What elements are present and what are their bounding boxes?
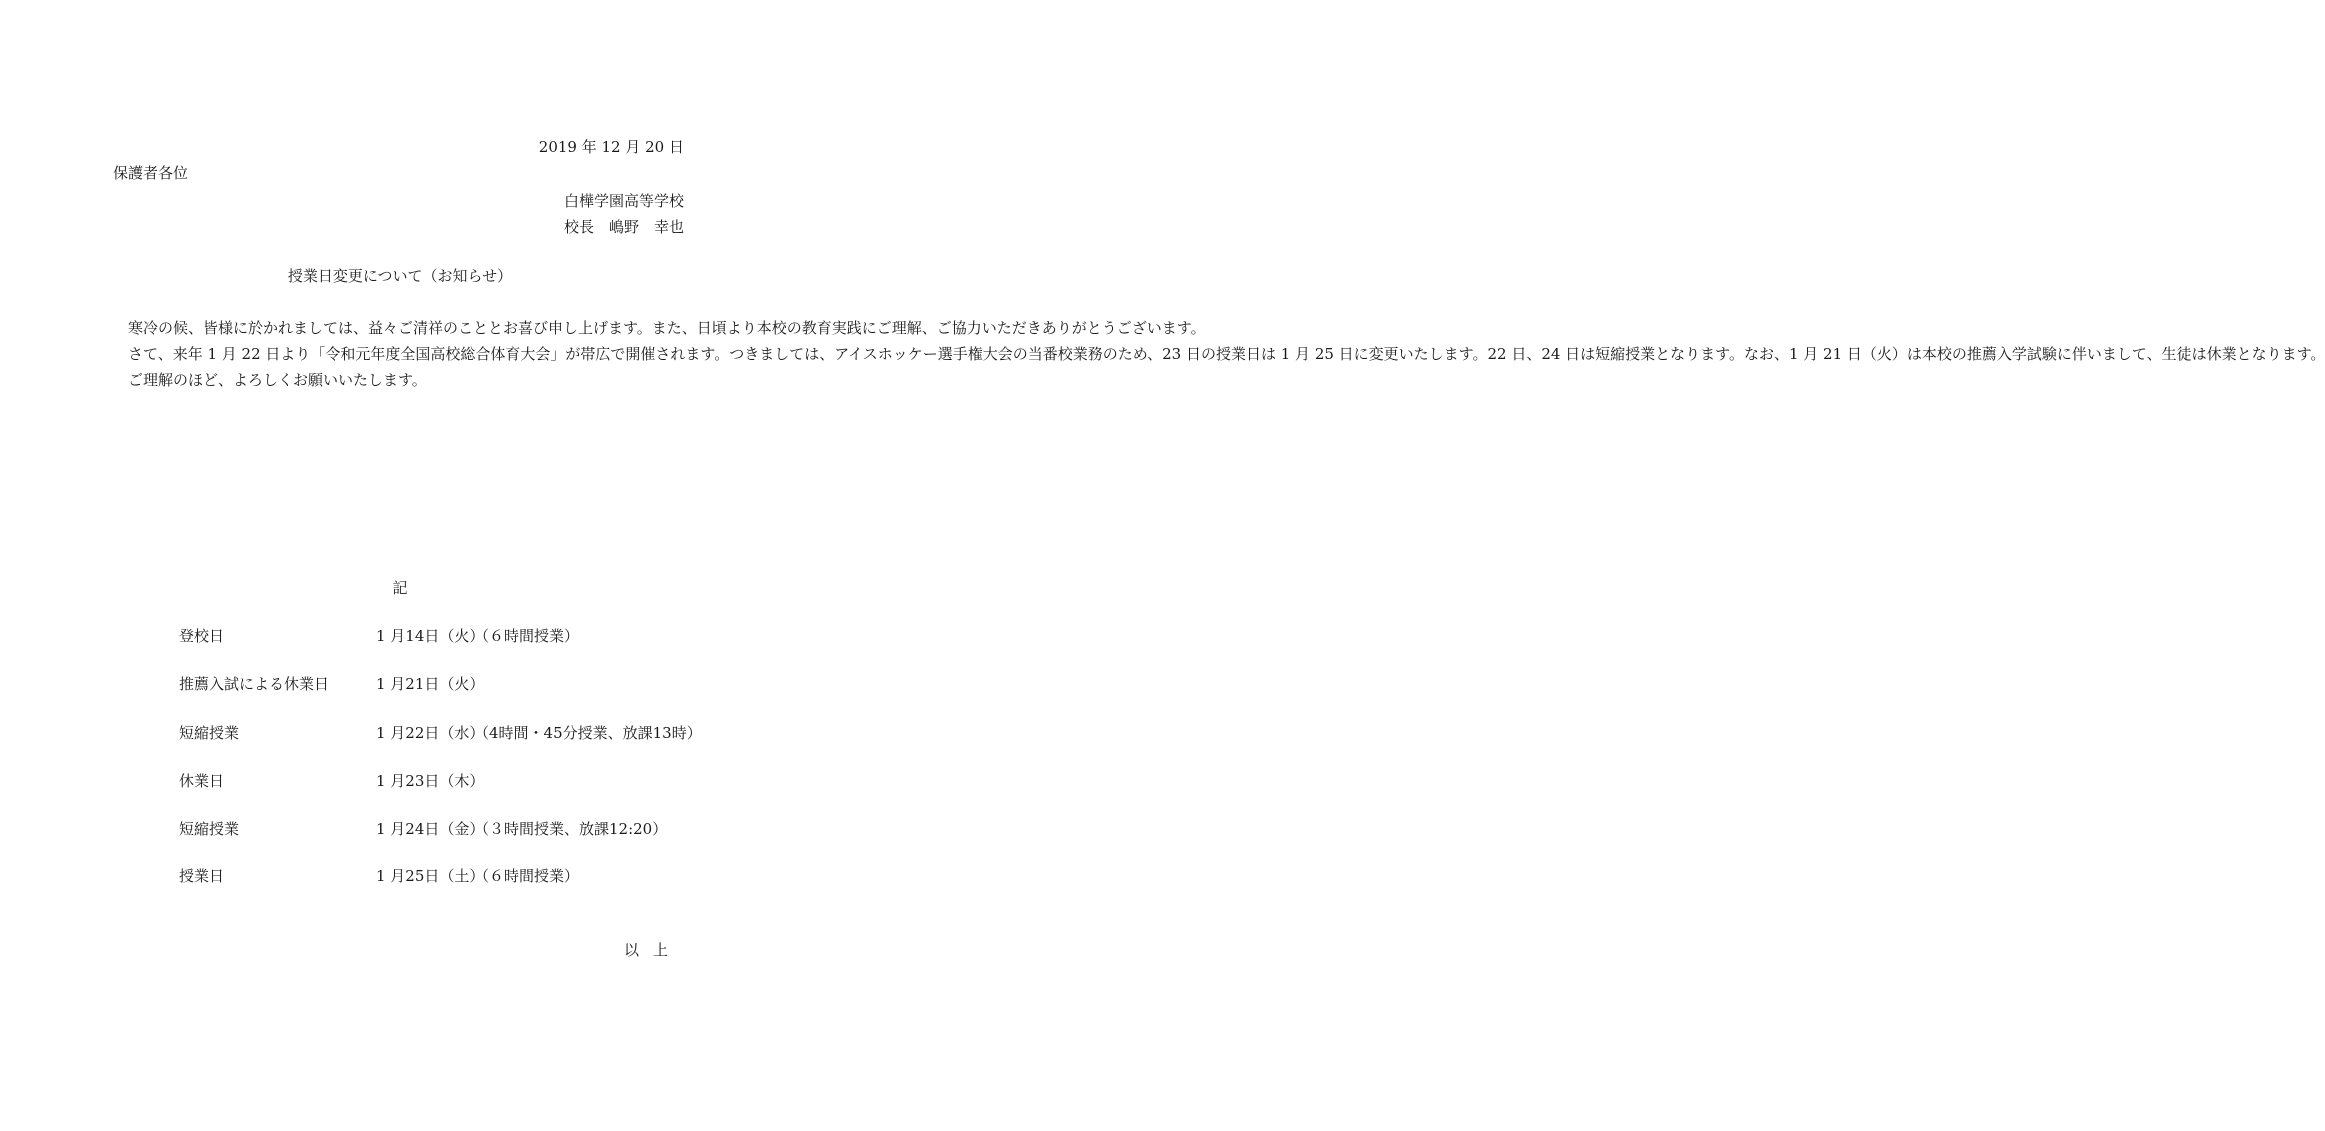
paragraph: ご理解のほど、よろしくお願いいたします。 [128,371,427,389]
schedule-row [0,818,800,844]
schedule-label: 休業日 [179,772,225,790]
schedule-note: （３時間授業、放課12:20） [474,820,668,838]
schedule-label: 授業日 [179,867,225,885]
schedule-row [0,770,800,796]
paragraph: さて、来年 1 月 22 日より「令和元年度全国高校総合体育大会」が帯広で開催されます。つきましては、アイスホッケー選手権大会の当番校業務のため、23 日の授業日は 1 月 25 日に変更いたします。22 日、24 日は短縮授業となります。なお、1 月 21 日（火）は本校の推薦入学試験に伴いまして、生徒は休業となります。 [128,345,2325,363]
schedule-row [0,865,800,891]
schedule-date: 1 月25日（土） [376,867,485,885]
schedule-row [0,673,800,699]
schedule-row [0,722,800,748]
schedule-row [0,625,800,651]
recipient: 保護者各位 [113,164,189,182]
schedule-date: 1 月14日（火） [376,627,485,645]
schedule-note: （６時間授業） [474,627,580,645]
schedule-label: 登校日 [179,627,225,645]
schedule-date: 1 月24日（金） [376,820,485,838]
closing-mark: 以上 [623,941,682,959]
schedule-date: 1 月21日（火） [376,675,485,693]
school-name: 白樺学園高等学校 [563,192,684,210]
schedule-note: （4時間・45分授業、放課13時） [474,724,702,742]
schedule-label: 短縮授業 [179,724,240,742]
principal-name: 校長 嶋野 幸也 [563,218,684,236]
body-text [113,315,2325,393]
ki-heading: 記 [392,579,408,597]
document-title: 授業日変更について（お知らせ） [287,267,513,285]
schedule-note: （６時間授業） [474,867,580,885]
schedule-label: 短縮授業 [179,820,240,838]
issue-date: 2019 年 12 月 20 日 [538,138,684,156]
paragraph: 寒冷の候、皆様に於かれましては、益々ご清祥のこととお喜び申し上げます。また、日頃より本校の教育実践にご理解、ご協力いただきありがとうございます。 [128,319,1206,337]
sender-block [564,188,684,240]
schedule-label: 推薦入試による休業日 [179,675,330,693]
schedule-date: 1 月23日（木） [376,772,485,790]
schedule-date: 1 月22日（水） [376,724,485,742]
